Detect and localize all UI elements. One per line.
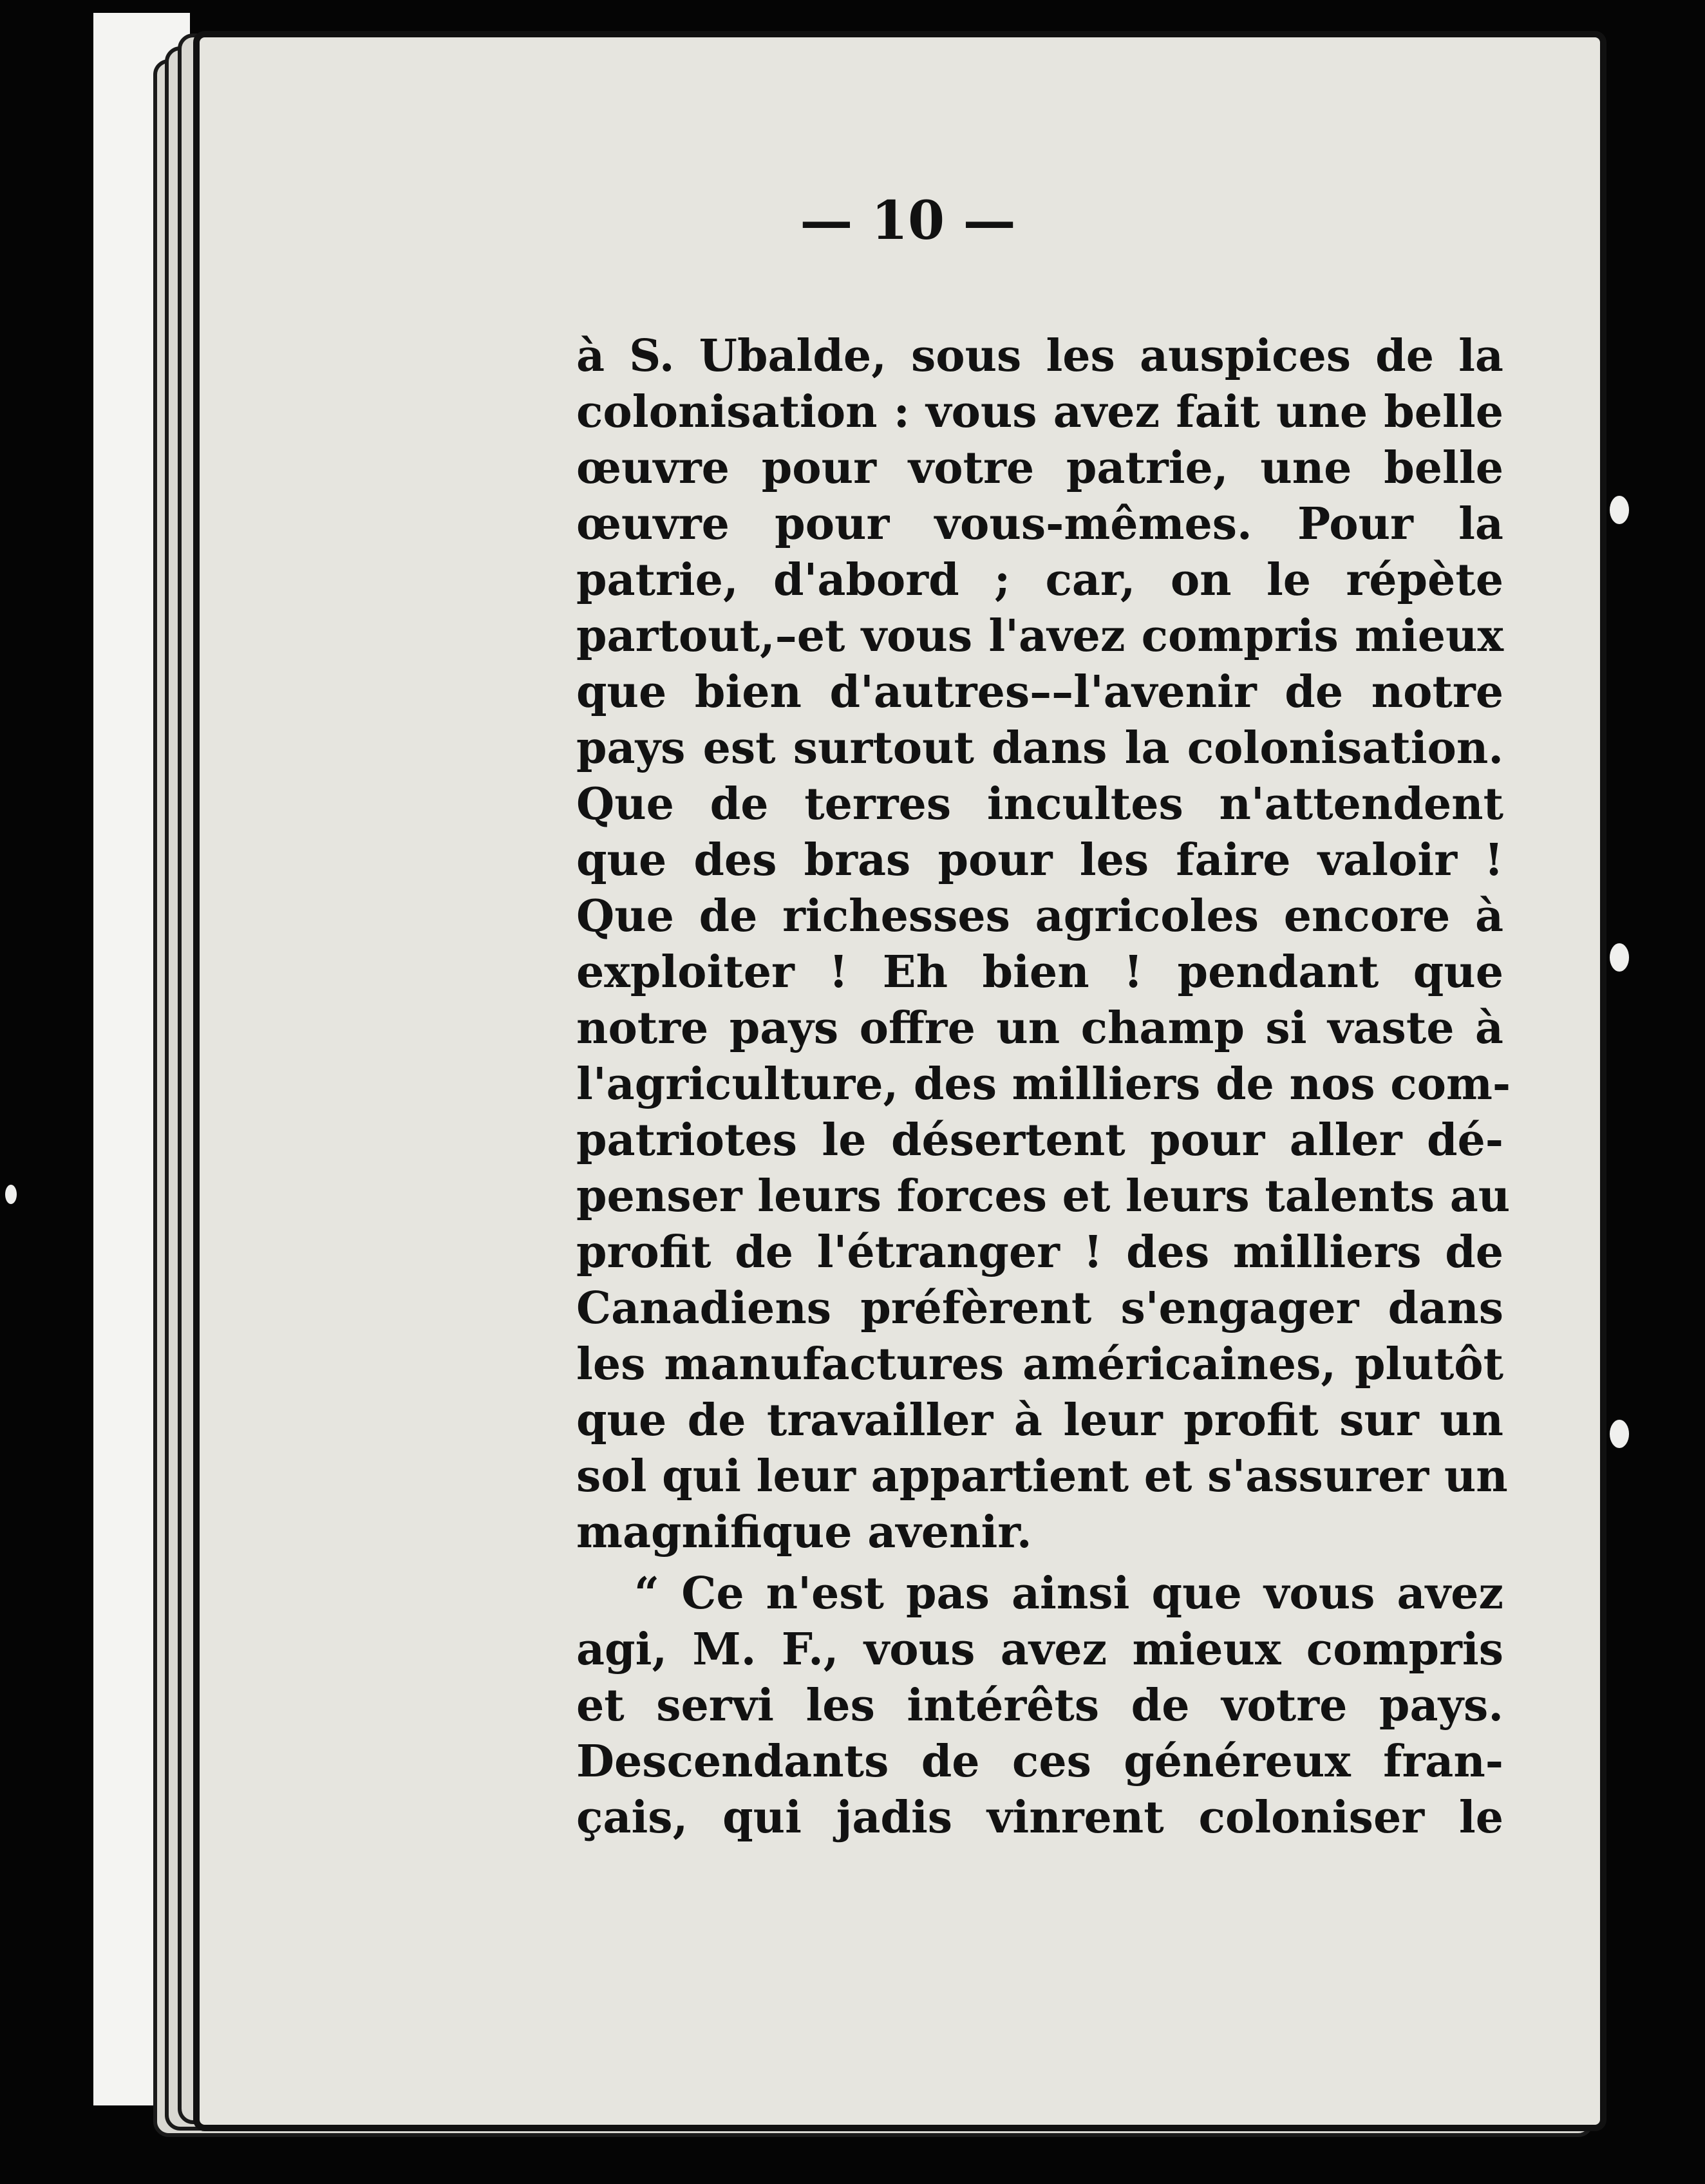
paragraph-2 [576, 1566, 1503, 1846]
text-line: que de travailler à leur profit sur un [576, 1395, 1503, 1446]
binding-hole [1610, 496, 1629, 524]
text-line: patrie, d'abord ; car, on le répète [576, 554, 1503, 606]
text-line: patriotes le désertent pour aller dé- [576, 1115, 1503, 1166]
text-line: çais, qui jadis vinrent coloniser le [576, 1792, 1503, 1843]
text-line: penser leurs forces et leurs talents au [576, 1171, 1511, 1222]
text-line: partout,–et vous l'avez compris mieux [576, 610, 1503, 662]
text-line: Canadiens préfèrent s'engager dans [576, 1283, 1503, 1334]
body-text [576, 328, 1511, 1846]
binding-hole [1610, 943, 1629, 972]
text-line: Que de richesses agricoles encore à [576, 890, 1503, 942]
page-number: — 10 — [800, 190, 1016, 252]
scan-speck [5, 1185, 17, 1204]
text-line: à S. Ubalde, sous les auspices de la [576, 330, 1503, 382]
text-line: œuvre pour votre patrie, une belle [576, 442, 1503, 494]
text-line: exploiter ! Eh bien ! pendant que [576, 946, 1503, 998]
book-page [193, 31, 1606, 2131]
text-line: l'agriculture, des milliers de nos com- [576, 1059, 1511, 1110]
text-line: et servi les intérêts de votre pays. [576, 1680, 1503, 1731]
paragraph-1 [576, 328, 1511, 1561]
text-line: notre pays offre un champ si vaste à [576, 1003, 1503, 1054]
text-line: “ Ce n'est pas ainsi que vous avez [634, 1568, 1503, 1619]
text-line: pays est surtout dans la colonisation. [576, 722, 1503, 774]
text-line: œuvre pour vous-mêmes. Pour la [576, 498, 1503, 550]
text-line: sol qui leur appartient et s'assurer un [576, 1451, 1508, 1502]
text-line: profit de l'étranger ! des milliers de [576, 1227, 1503, 1278]
text-line: magnifique avenir. [576, 1507, 1032, 1558]
binding-hole [1610, 1420, 1629, 1448]
text-line: les manufactures américaines, plutôt [576, 1339, 1503, 1390]
text-line: que bien d'autres––l'avenir de notre [576, 666, 1503, 718]
text-line: Que de terres incultes n'attendent [576, 778, 1503, 830]
text-line: que des bras pour les faire valoir ! [576, 834, 1503, 886]
text-line: colonisation : vous avez fait une belle [576, 386, 1503, 438]
text-line: Descendants de ces généreux fran- [576, 1736, 1503, 1787]
text-line: agi, M. F., vous avez mieux compris [576, 1624, 1503, 1675]
